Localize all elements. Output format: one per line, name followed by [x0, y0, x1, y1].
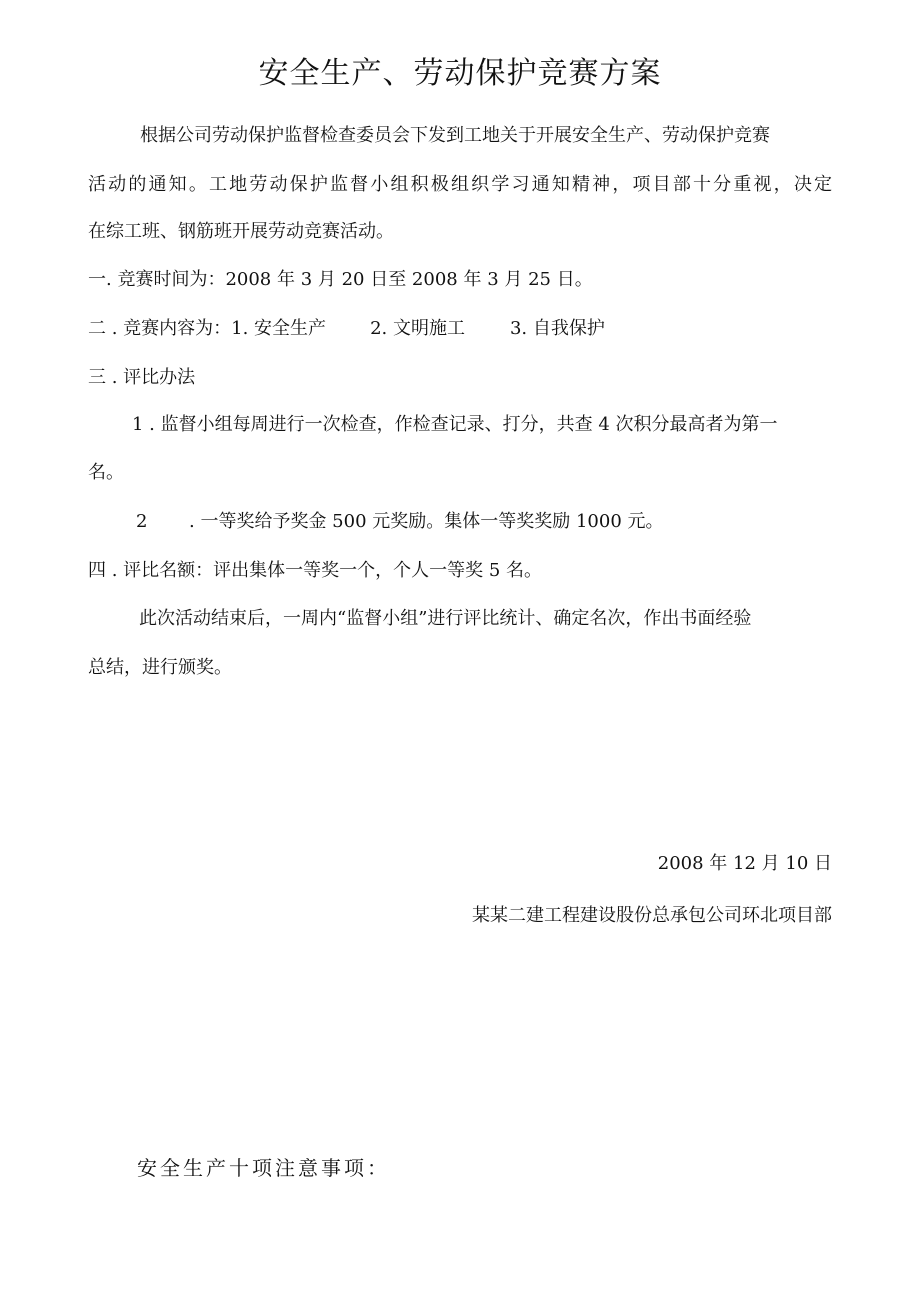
section-1-time: 一. 竞赛时间为：2008 年 3 月 20 日至 2008 年 3 月 25 日。	[88, 269, 593, 290]
section-2-item-3: 3. 自我保护	[509, 318, 605, 339]
section-3-rule-1-line-1: 1 . 监督小组每周进行一次检查，作检查记录、打分，共查 4 次积分最高者为第一	[132, 414, 778, 435]
section-3-rule-2-number: 2	[136, 511, 148, 532]
intro-line-2: 活动的通知。工地劳动保护监督小组积极组织学习通知精神，项目部十分重视，决定	[88, 174, 832, 195]
section-2-prefix: 二 . 竞赛内容为：1. 安全生产	[88, 318, 327, 339]
organization-name: 某某二建工程建设股份总承包公司环北项目部	[472, 905, 832, 926]
section-3-rule-2-text: . 一等奖给予奖金 500 元奖励。集体一等奖奖励 1000 元。	[189, 511, 664, 532]
closing-line-1: 此次活动结束后，一周内“监督小组”进行评比统计、确定名次，作出书面经验	[139, 608, 752, 629]
section-2-content	[88, 317, 605, 341]
next-section-title: 安全生产十项注意事项：	[137, 1156, 390, 1180]
intro-line-1: 根据公司劳动保护监督检查委员会下发到工地关于开展安全生产、劳动保护竞赛	[140, 125, 770, 146]
intro-line-3: 在综工班、钢筋班开展劳动竞赛活动。	[88, 221, 394, 242]
section-2-item-2: 2. 文明施工	[370, 318, 465, 339]
section-4-quota: 四 . 评比名额：评出集体一等奖一个，个人一等奖 5 名。	[88, 560, 543, 581]
closing-line-2: 总结，进行颁奖。	[88, 657, 232, 678]
section-3-rule-1-line-2: 名。	[88, 462, 124, 483]
section-3-heading: 三 . 评比办法	[88, 367, 196, 388]
document-date: 2008 年 12 月 10 日	[657, 853, 832, 874]
document-title: 安全生产、劳动保护竞赛方案	[258, 56, 662, 91]
